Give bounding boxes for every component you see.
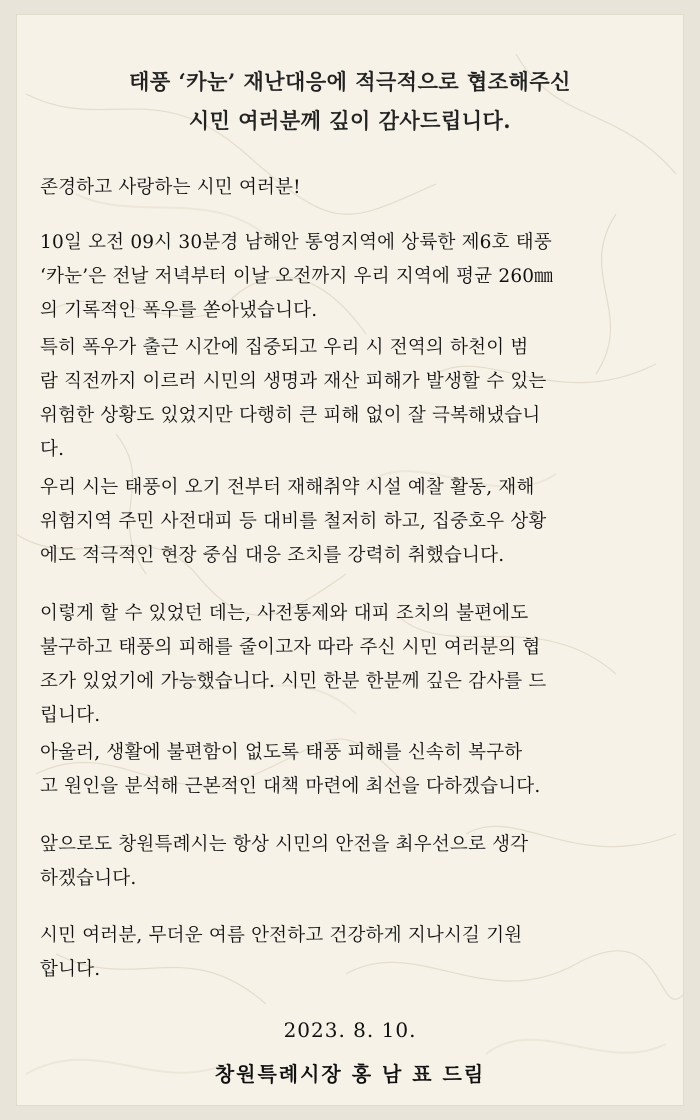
paragraph-line: 하겠습니다. — [40, 868, 137, 889]
body-paragraph-3 — [40, 471, 668, 573]
greeting-paragraph — [40, 171, 668, 205]
paragraph-line: 조가 있었기에 가능했습니다. 시민 한분 한분께 깊은 감사를 드 — [40, 671, 547, 692]
body-paragraph-6 — [40, 828, 668, 896]
paragraph-line: 시민 여러분, 무더운 여름 안전하고 건강하게 지나시길 기원 — [40, 925, 523, 946]
letter-title-line-1: 태풍 ‘카눈’ 재난대응에 적극적으로 협조해주신 — [129, 69, 571, 94]
paragraph-line: 다. — [40, 439, 65, 460]
paragraph-line: 의 기록적인 폭우를 쏟아냈습니다. — [40, 300, 318, 321]
paragraph-line: 우리 시는 태풍이 오기 전부터 재해취약 시설 예찰 활동, 재해 — [40, 477, 535, 498]
paragraph-line: 특히 폭우가 출근 시간에 집중되고 우리 시 전역의 하천이 범 — [40, 337, 529, 358]
paragraph-line: 람 직전까지 이르러 시민의 생명과 재산 피해가 발생할 수 있는 — [40, 371, 547, 392]
paragraph-line: 합니다. — [40, 959, 101, 980]
letter-date: 2023. 8. 10. — [283, 1018, 417, 1042]
paragraph-line: ‘카눈’은 전날 저녁부터 이날 오전까지 우리 지역에 평균 260㎜ — [40, 266, 553, 287]
body-paragraph-2 — [40, 331, 668, 467]
paragraph-line: 존경하고 사랑하는 시민 여러분! — [40, 177, 301, 198]
closing-paragraph — [40, 919, 668, 987]
paragraph-line: 립니다. — [40, 705, 101, 726]
paragraph-line: 이렇게 할 수 있었던 데는, 사전통제와 대피 조치의 불편에도 — [40, 603, 529, 624]
paragraph-line: 위험한 상황도 있었지만 다행히 큰 피해 없이 잘 극복해냈습니 — [40, 405, 541, 426]
body-paragraph-4 — [40, 597, 668, 733]
paragraph-line: 불구하고 태풍의 피해를 줄이고자 따라 주신 시민 여러분의 협 — [40, 637, 541, 658]
letter-paper — [16, 14, 684, 1106]
paragraph-line: 10일 오전 09시 30분경 남해안 통영지역에 상륙한 제6호 태풍 — [40, 232, 552, 253]
paragraph-line: 아울러, 생활에 불편함이 없도록 태풍 피해를 신속히 복구하 — [40, 742, 523, 763]
paragraph-line: 앞으로도 창원특례시는 항상 시민의 안전을 최우선으로 생각 — [40, 834, 529, 855]
letter-title-line-2: 시민 여러분께 깊이 감사드립니다. — [188, 108, 512, 133]
body-paragraph-1 — [40, 226, 668, 328]
body-paragraph-5 — [40, 736, 668, 804]
paragraph-line: 에도 적극적인 현장 중심 대응 조치를 강력히 취했습니다. — [40, 545, 505, 566]
paragraph-line: 고 원인을 분석해 근본적인 대책 마련에 최선을 다하겠습니다. — [40, 776, 541, 797]
letter-signature: 창원특례시장 홍 남 표 드림 — [214, 1062, 486, 1086]
letter-content — [16, 14, 684, 1106]
paragraph-line: 위험지역 주민 사전대피 등 대비를 철저히 하고, 집중호우 상황 — [40, 511, 547, 532]
